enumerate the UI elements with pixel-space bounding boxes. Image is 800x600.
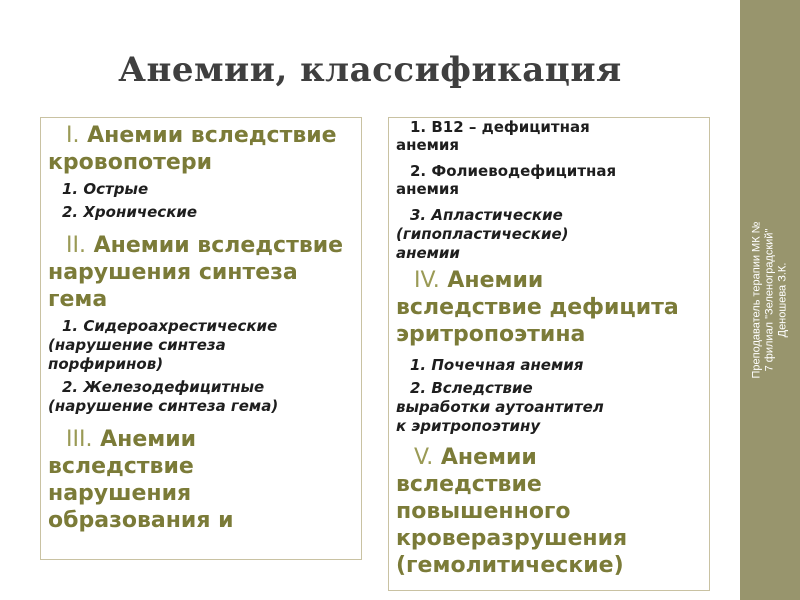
group-4-heading-line-3: эритропоэтина xyxy=(396,322,586,347)
group-1-heading-line-2: кровопотери xyxy=(48,150,212,175)
group-3-heading-line-4: образования и xyxy=(48,508,234,533)
group-4-item-1: 1. Почечная анемия xyxy=(410,356,584,374)
group-2-heading-line-3: гема xyxy=(48,287,108,312)
group-5-heading-line-3: повышенного xyxy=(396,499,571,524)
group-3-text-1: Анемии xyxy=(100,427,197,452)
group-5-heading-line-4: кроверазрушения xyxy=(396,526,628,551)
group-2-text-1: Анемии вследствие xyxy=(93,233,344,258)
right-item-3-line-1: 3. Апластические xyxy=(410,206,563,224)
group-2-heading-line-1 xyxy=(48,232,360,259)
group-5-heading-line-2: вследствие xyxy=(396,472,542,497)
group-2-heading-line-2: нарушения синтеза xyxy=(48,260,298,285)
right-item-2-line-2: анемия xyxy=(396,180,460,198)
group-4-number: IV. xyxy=(414,268,440,293)
right-item-1-line-1: 1. В12 – дефицитная xyxy=(410,118,590,136)
group-4-heading-line-2: вследствие дефицита xyxy=(396,295,679,320)
group-2-item-2-line-1: 2. Железодефицитные xyxy=(62,378,265,396)
right-item-3-line-3: анемии xyxy=(396,244,460,262)
group-5-heading-line-1 xyxy=(396,444,708,471)
left-column xyxy=(48,122,360,534)
group-4-item-2-line-2: выработки аутоантител xyxy=(396,398,604,416)
right-item-1-line-2: анемия xyxy=(396,136,460,154)
group-4-text-1: Анемии xyxy=(447,268,544,293)
group-3-heading-line-3: нарушения xyxy=(48,481,192,506)
group-4-heading-line-1 xyxy=(396,267,708,294)
group-1-heading-line-1 xyxy=(48,122,360,149)
sidebar-author-text xyxy=(751,222,790,379)
group-4-item-2-line-3: к эритропоэтину xyxy=(396,417,541,435)
group-2-item-2-line-2: (нарушение синтеза гема) xyxy=(48,397,279,415)
sidebar-line-1: Преподаватель терапии МК № xyxy=(750,221,763,379)
right-item-2-line-1: 2. Фолиеводефицитная xyxy=(410,162,617,180)
group-1-item-1: 1. Острые xyxy=(62,180,149,198)
group-1-item-2: 2. Хронические xyxy=(62,203,198,221)
sidebar xyxy=(740,0,800,600)
group-3-heading-line-2: вследствие xyxy=(48,454,194,479)
group-2-item-1-line-2: (нарушение синтеза xyxy=(48,336,226,354)
group-2-number: II. xyxy=(66,233,86,258)
group-3-number: III. xyxy=(66,427,93,452)
right-column xyxy=(396,118,708,579)
group-3-heading-line-1 xyxy=(48,426,360,453)
right-item-3-line-2: (гипопластические) xyxy=(396,225,569,243)
group-2-item-1-line-3: порфиринов) xyxy=(48,355,164,373)
sidebar-line-2: 7 филиал "Зеленоградский" xyxy=(763,228,776,372)
slide-title: Анемии, классификация xyxy=(118,50,622,90)
group-5-number: V. xyxy=(414,445,434,470)
group-1-text-1: Анемии вследствие xyxy=(87,123,337,148)
sidebar-line-3: Деношева З.К. xyxy=(776,262,789,338)
group-1-number: I. xyxy=(66,123,80,148)
group-2-item-1-line-1: 1. Сидероахрестические xyxy=(62,317,278,335)
group-4-item-2-line-1: 2. Вследствие xyxy=(410,379,533,397)
group-5-heading-line-5: (гемолитические) xyxy=(396,553,624,578)
group-5-text-1: Анемии xyxy=(440,445,537,470)
